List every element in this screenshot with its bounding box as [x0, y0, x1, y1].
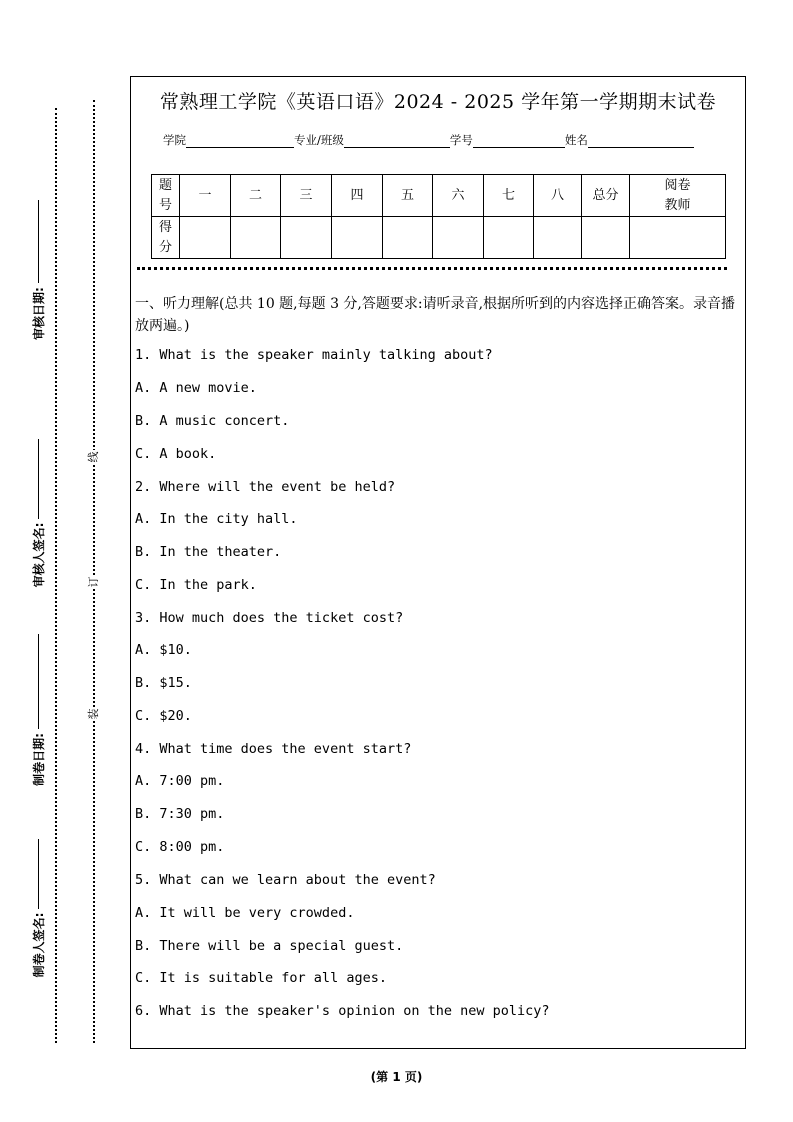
setter-sign-blank[interactable]: [38, 839, 39, 909]
question-5: 5. What can we learn about the event?: [135, 872, 436, 888]
score-table-score-row: [152, 217, 726, 259]
score-cell[interactable]: [180, 217, 231, 259]
col-header: 八: [534, 175, 582, 217]
major-class-label: 专业/班级: [294, 133, 344, 147]
score-cell[interactable]: [383, 217, 433, 259]
grader-cell[interactable]: [630, 217, 726, 259]
col-header: 四: [332, 175, 383, 217]
score-cell-total[interactable]: [582, 217, 630, 259]
reviewer-sign-blank[interactable]: [38, 439, 39, 519]
question-3: 3. How much does the ticket cost?: [135, 610, 404, 626]
name-blank[interactable]: [588, 136, 694, 148]
binding-dotted-line-outer: [55, 108, 57, 1043]
option-4c: C. 8:00 pm.: [135, 839, 225, 855]
option-5c: C. It is suitable for all ages.: [135, 970, 387, 986]
reviewer-date-blank[interactable]: [38, 200, 39, 283]
setter-date-blank[interactable]: [38, 634, 39, 729]
name-label: 姓名: [564, 133, 588, 147]
binding-char-bind: 订: [87, 576, 100, 588]
section-heading: 一、听力理解(总共 10 题,每题 3 分,答题要求:请听录音,根据所听到的内容选择正确答案。录音播放两遍。): [135, 296, 736, 334]
col-header: 一: [180, 175, 231, 217]
college-blank[interactable]: [186, 136, 294, 148]
option-1a: A. A new movie.: [135, 380, 257, 396]
col-header-total: 总分: [582, 175, 630, 217]
reviewer-date-label: 审核日期:: [30, 200, 46, 340]
col-header-grader: 阅卷 教师: [630, 175, 726, 217]
binding-dotted-line-inner: [93, 100, 95, 1043]
page-number: (第 1 页): [370, 1070, 423, 1084]
score-table: [151, 174, 726, 259]
student-id-blank[interactable]: [473, 136, 565, 148]
row-label-question-no: 题 号: [152, 175, 180, 217]
student-info-row: [163, 132, 694, 148]
option-3b: B. $15.: [135, 675, 192, 691]
score-table-header-row: [152, 175, 726, 217]
option-4a: A. 7:00 pm.: [135, 773, 225, 789]
binding-char-pack: 装: [87, 708, 100, 720]
exam-frame: [130, 76, 746, 1049]
exam-title: 常熟理工学院《英语口语》2024 - 2025 学年第一学期期末试卷: [159, 91, 717, 113]
option-5b: B. There will be a special guest.: [135, 938, 404, 954]
col-header: 二: [231, 175, 281, 217]
option-4b: B. 7:30 pm.: [135, 806, 225, 822]
dotted-separator: [137, 267, 727, 270]
option-1b: B. A music concert.: [135, 413, 290, 429]
option-2c: C. In the park.: [135, 577, 257, 593]
setter-sign-label: 制卷人签名:: [30, 828, 46, 988]
major-class-blank[interactable]: [344, 136, 450, 148]
col-header: 五: [383, 175, 433, 217]
option-2b: B. In the theater.: [135, 544, 282, 560]
score-cell[interactable]: [332, 217, 383, 259]
setter-date-label: 制卷日期:: [30, 630, 46, 790]
col-header: 三: [281, 175, 332, 217]
question-4: 4. What time does the event start?: [135, 741, 412, 757]
student-id-label: 学号: [449, 133, 473, 147]
option-2a: A. In the city hall.: [135, 511, 298, 527]
option-3a: A. $10.: [135, 642, 192, 658]
question-1: 1. What is the speaker mainly talking about?: [135, 347, 493, 363]
col-header: 七: [484, 175, 534, 217]
option-1c: C. A book.: [135, 446, 217, 462]
option-5a: A. It will be very crowded.: [135, 905, 355, 921]
binding-char-line: 线: [87, 451, 100, 463]
score-cell[interactable]: [433, 217, 484, 259]
score-cell[interactable]: [484, 217, 534, 259]
college-label: 学院: [163, 133, 186, 147]
score-cell[interactable]: [231, 217, 281, 259]
option-3c: C. $20.: [135, 708, 192, 724]
row-label-score: 得 分: [152, 217, 180, 259]
reviewer-sign-label: 审核人签名:: [30, 433, 46, 593]
score-cell[interactable]: [534, 217, 582, 259]
score-cell[interactable]: [281, 217, 332, 259]
col-header: 六: [433, 175, 484, 217]
question-2: 2. Where will the event be held?: [135, 479, 396, 495]
question-6: 6. What is the speaker's opinion on the new policy?: [135, 1003, 550, 1019]
